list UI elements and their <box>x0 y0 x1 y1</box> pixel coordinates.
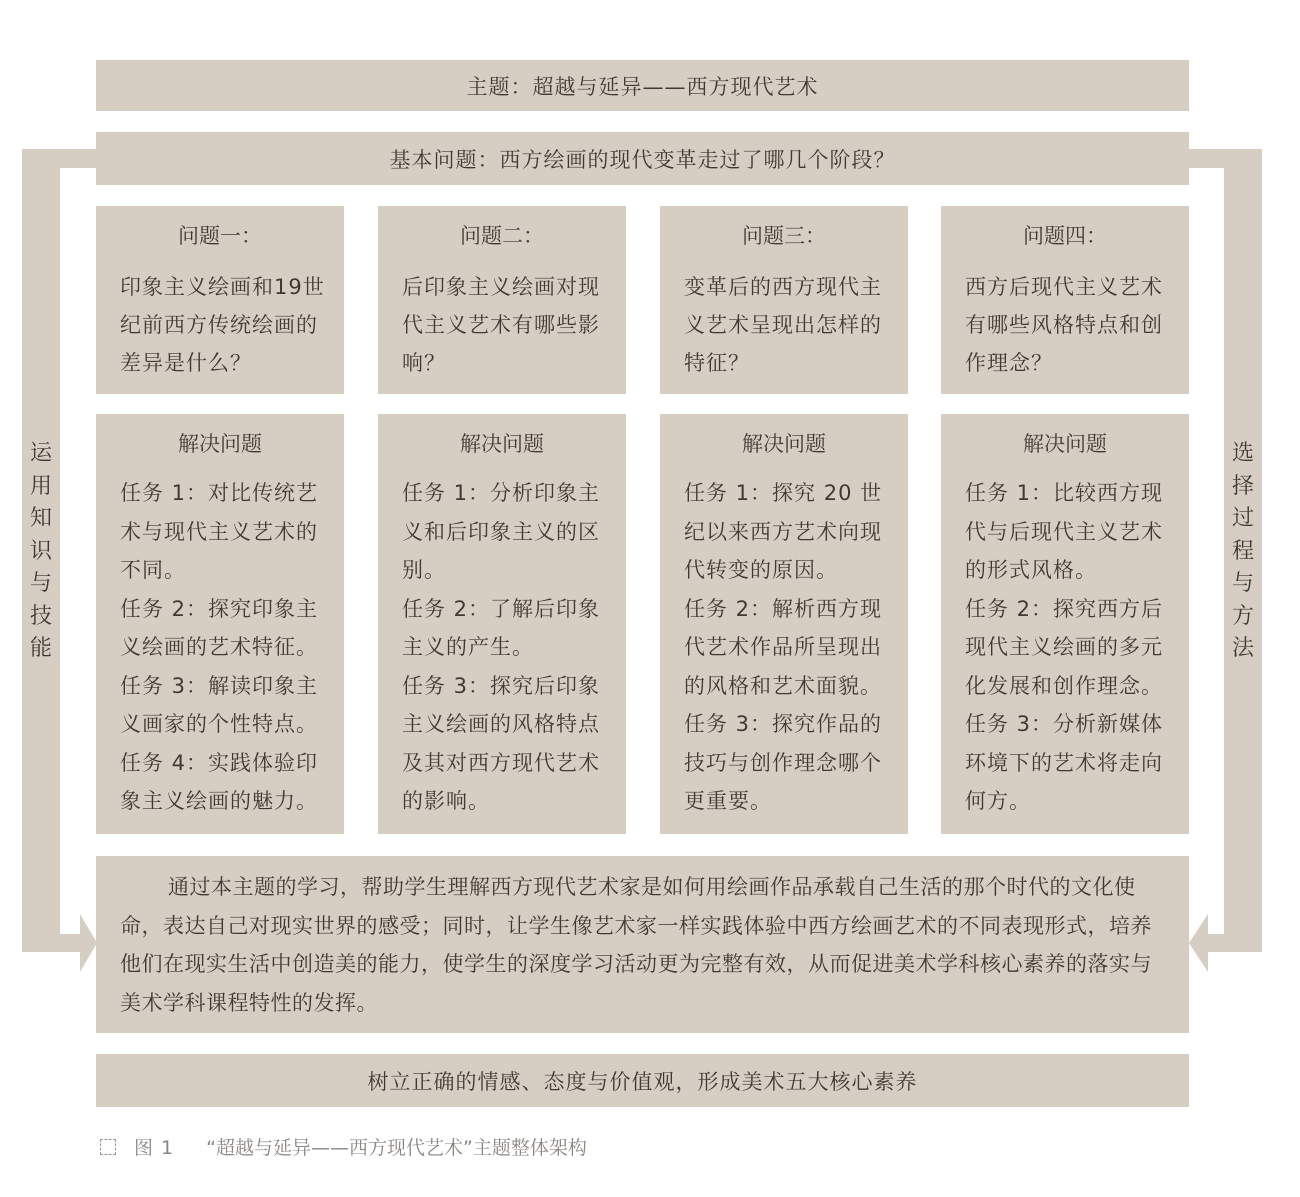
task-item: 任务 3：分析新媒体环境下的艺术将走向何方。 <box>965 712 1164 813</box>
caption-square-icon <box>100 1139 116 1155</box>
solution-title: 解决问题 <box>460 432 544 456</box>
figure-caption <box>100 1133 587 1160</box>
task-item: 任务 3：解读印象主义画家的个性特点。 <box>120 673 319 736</box>
question-box-3 <box>660 206 908 394</box>
left-side-label: 运用知识与技能 <box>29 441 52 661</box>
solution-box-4 <box>941 414 1189 834</box>
task-item: 任务 1：探究 20 世纪以来西方艺术向现代转变的原因。 <box>684 481 883 582</box>
task-item: 任务 3：探究后印象主义绘画的风格特点及其对西方现代艺术的影响。 <box>402 673 601 813</box>
task-item: 任务 2：解析西方现代艺术作品所呈现出的风格和艺术面貌。 <box>684 596 883 698</box>
question-title: 问题一： <box>178 224 262 248</box>
task-item: 任务 4：实践体验印象主义绘画的魅力。 <box>120 750 319 813</box>
question-box-1 <box>96 206 344 394</box>
task-list <box>402 474 612 821</box>
solution-box-3 <box>660 414 908 834</box>
right-side-label: 选择过程与方法 <box>1231 441 1254 661</box>
question-text: 变革后的西方现代主义艺术呈现出怎样的特征？ <box>684 275 882 375</box>
caption-text: “超越与延异——西方现代艺术”主题整体架构 <box>206 1137 587 1159</box>
question-box-2 <box>378 206 626 394</box>
summary-box <box>96 856 1189 1033</box>
task-item: 任务 2：探究印象主义绘画的艺术特征。 <box>120 596 319 659</box>
question-text: 印象主义绘画和19世纪前西方传统绘画的差异是什么？ <box>120 275 325 375</box>
question-title: 问题三： <box>742 224 826 248</box>
task-list <box>965 474 1175 821</box>
question-title: 问题四： <box>1023 224 1107 248</box>
question-box-4 <box>941 206 1189 394</box>
task-list <box>120 474 330 821</box>
task-list <box>684 474 894 821</box>
task-item: 任务 1：分析印象主义和后印象主义的区别。 <box>402 481 601 582</box>
solution-title: 解决问题 <box>178 432 262 456</box>
solution-title: 解决问题 <box>1023 432 1107 456</box>
question-title: 问题二： <box>460 224 544 248</box>
question-text: 后印象主义绘画对现代主义艺术有哪些影响？ <box>402 275 600 375</box>
task-item: 任务 2：探究西方后现代主义绘画的多元化发展和创作理念。 <box>965 596 1164 698</box>
summary-text: 通过本主题的学习，帮助学生理解西方现代艺术家是如何用绘画作品承载自己生活的那个时代的文化使命，表达自己对现实世界的感受；同时，让学生像艺术家一样实践体验中西方绘画艺术的不同表现形式，培养他们在现实生活中创造美的能力，使学生的深度学习活动更为完整有效，从而促进美术学科核心素养的落实与美术学科课程特性的发挥。 <box>120 875 1152 1015</box>
theme-bar <box>96 60 1189 111</box>
solution-box-2 <box>378 414 626 834</box>
goal-text: 树立正确的情感、态度与价值观，形成美术五大核心素养 <box>367 1069 918 1094</box>
question-text: 西方后现代主义艺术有哪些风格特点和创作理念？ <box>965 275 1163 375</box>
task-item: 任务 1：对比传统艺术与现代主义艺术的不同。 <box>120 481 319 582</box>
basic-question-text: 基本问题：西方绘画的现代变革走过了哪几个阶段？ <box>389 147 896 172</box>
goal-bar <box>96 1054 1189 1107</box>
solution-title: 解决问题 <box>742 432 826 456</box>
basic-question-bar <box>96 132 1189 185</box>
theme-text: 主题：超越与延异——西方现代艺术 <box>466 74 819 99</box>
task-item: 任务 2：了解后印象主义的产生。 <box>402 596 601 659</box>
caption-figure-number: 图 1 <box>134 1137 175 1159</box>
task-item: 任务 3：探究作品的技巧与创作理念哪个更重要。 <box>684 712 883 813</box>
task-item: 任务 1：比较西方现代与后现代主义艺术的形式风格。 <box>965 481 1164 582</box>
solution-box-1 <box>96 414 344 834</box>
